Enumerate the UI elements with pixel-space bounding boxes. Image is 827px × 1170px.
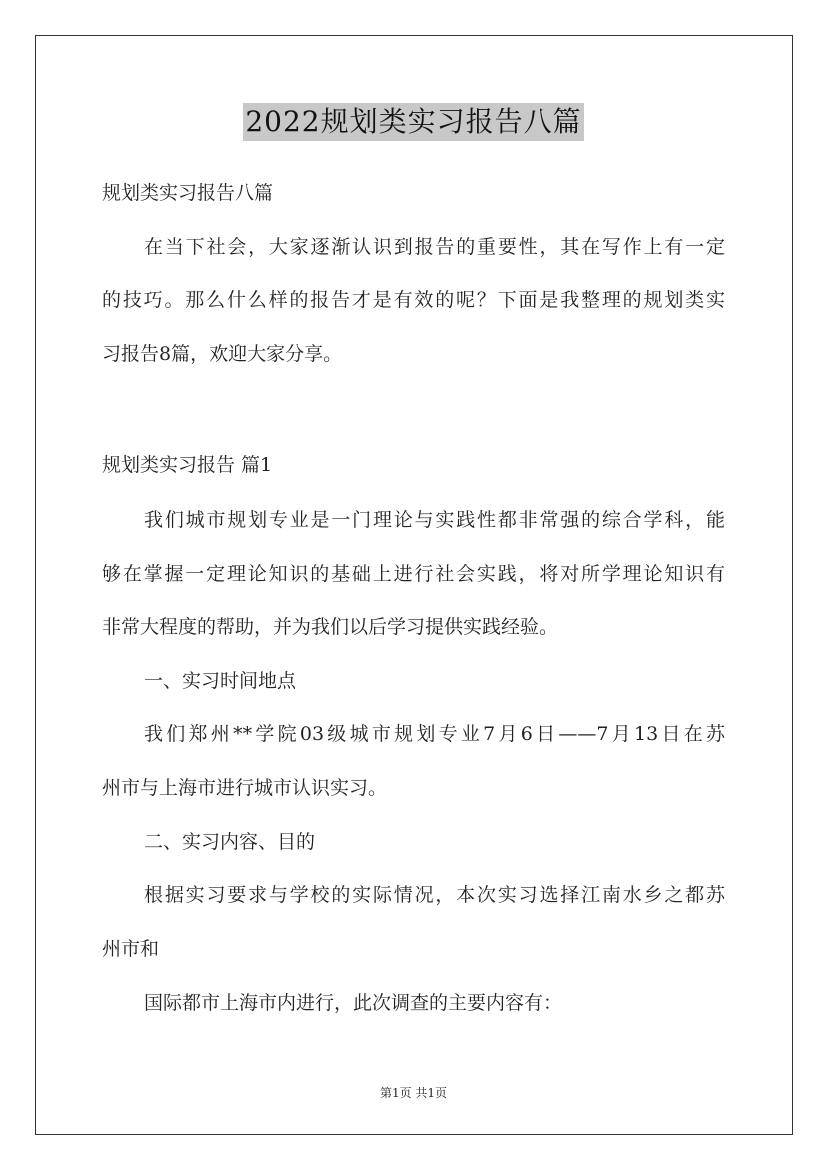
para3-line-2: 州市和 — [102, 938, 160, 960]
intro-line-3: 习报告8篇，欢迎大家分享。 — [102, 343, 343, 365]
para2-line-1: 我们郑州**学院03级城市规划专业7月6日——7月13日在苏 — [144, 723, 725, 745]
para2-line-2: 州市与上海市进行城市认识实习。 — [102, 777, 388, 799]
para1-line-1: 我们城市规划专业是一门理论与实践性都非常强的综合学科，能 — [144, 509, 725, 531]
document-subtitle: 规划类实习报告八篇 — [102, 182, 274, 204]
para3-line-1: 根据实习要求与学校的实际情况，本次实习选择江南水乡之都苏 — [144, 884, 725, 906]
heading-time-location: 一、实习时间地点 — [144, 670, 297, 692]
intro-line-2: 的技巧。那么什么样的报告才是有效的呢？下面是我整理的规划类实 — [102, 289, 725, 311]
intro-line-1: 在当下社会，大家逐渐认识到报告的重要性，其在写作上有一定 — [144, 236, 725, 258]
document-title: 2022规划类实习报告八篇 — [243, 103, 583, 141]
para4-line-1: 国际都市上海市内进行，此次调查的主要内容有： — [144, 992, 563, 1014]
heading-content-purpose: 二、实习内容、目的 — [144, 831, 316, 853]
para1-line-2: 够在掌握一定理论知识的基础上进行社会实践，将对所学理论知识有 — [102, 563, 725, 585]
para1-line-3: 非常大程度的帮助，并为我们以后学习提供实践经验。 — [102, 616, 559, 638]
title-container — [0, 103, 827, 141]
section-heading: 规划类实习报告 篇1 — [102, 454, 273, 476]
page-footer: 第1页 共1页 — [379, 1086, 448, 1100]
